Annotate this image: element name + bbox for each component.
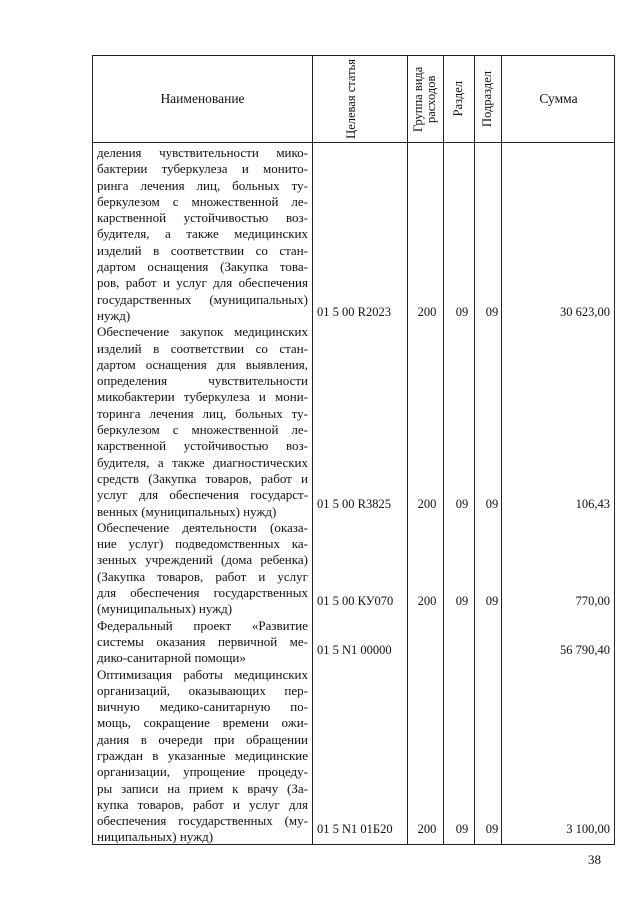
name-line: ринга лечения лиц, больных ту- [97,177,308,193]
name-line: беркулезом с множественной ле- [97,422,308,438]
name-line: будителя, а также диагностических [97,454,308,470]
name-line: карственной устойчивостью воз- [97,438,308,454]
header-name: Наименование [160,91,245,106]
row-sum: 770,00 [575,594,610,608]
row-code: 01 5 00 КУ070 [317,594,394,608]
name-line: государственных (муниципальных) [97,291,308,307]
name-line: средств (Закупка товаров, работ и [97,470,308,486]
header-subsection: Подраздел [480,71,494,127]
row-subsection: 09 [485,594,499,608]
name-line: (муниципальных) нужд) [97,601,233,617]
column-divider [407,56,408,844]
name-line: деления чувствительности мико- [97,145,308,160]
row-code: 01 5 N1 01Б20 [317,822,393,836]
header-group-cell [407,56,443,142]
column-divider [501,56,502,844]
page-number: 38 [588,852,601,867]
column-divider [312,56,313,844]
row-sum: 106,43 [575,497,610,511]
row-section: 09 [455,497,469,511]
name-line: ры записи на прием к врачу (За- [97,780,308,796]
name-line: ниципальных) нужд) [97,829,214,845]
name-line: дико-санитарной помощи» [97,650,246,666]
name-line: ров, работ и услуг для обеспечения [97,275,308,291]
header-target: Целевая статья [343,59,358,139]
header-divider [93,142,614,143]
header-target-cell [312,56,407,142]
name-line: изделий в соответствии со стан- [97,340,308,356]
header-sum: Сумма [539,91,578,106]
row-subsection: 09 [485,305,499,319]
name-line: дания в очереди при обращении [97,731,308,747]
row-code: 01 5 00 R2023 [317,305,391,319]
header-section-cell [443,56,474,142]
row-section: 09 [455,305,469,319]
budget-table [92,55,615,845]
row-sum: 30 623,00 [560,305,610,319]
row-sum: 56 790,40 [560,643,610,657]
name-line: обеспечения государственных (му- [97,813,308,829]
name-line: (Закупка товаров, работ и услуг [97,568,308,584]
name-line: Обеспечение деятельности (оказа- [97,519,308,535]
row-section: 09 [455,594,469,608]
row-code: 01 5 00 R3825 [317,497,391,511]
name-line: беркулезом с множественной ле- [97,193,308,209]
name-line: услуг для обеспечения государст- [97,487,308,503]
name-line: организаций, оказывающих пер- [97,682,308,698]
name-line: венных (муниципальных) нужд) [97,503,277,519]
name-line: системы оказания первичной ме- [97,633,308,649]
row-section: 09 [455,822,469,836]
name-line: граждан в указанные медицинские [97,747,308,763]
row-group: 200 [417,594,437,608]
row-subsection: 09 [485,822,499,836]
column-divider [474,56,475,844]
name-line: Оптимизация работы медицинских [97,666,308,682]
name-line: мощь, сокращение времени ожи- [97,715,308,731]
row-subsection: 09 [485,497,499,511]
name-line: определения чувствительности [97,373,308,389]
row-group: 200 [417,822,437,836]
name-line: Федеральный проект «Развитие [97,617,308,633]
column-divider [443,56,444,844]
row-group: 200 [417,497,437,511]
header-group: Группа вида расходов [411,66,438,132]
name-line: нужд) [97,307,131,323]
name-line: организации, упрощение процеду- [97,764,308,780]
name-line: зенных учреждений (дома ребенка) [97,552,308,568]
header-subsection-cell [474,56,501,142]
row-code: 01 5 N1 00000 [317,643,392,657]
name-line: ние услуг) подведомственных ка- [97,536,308,552]
name-line: микобактерии туберкулеза и мони- [97,389,308,405]
name-column [97,145,308,846]
name-line: Обеспечение закупок медицинских [97,324,308,340]
row-group: 200 [417,305,437,319]
name-line: дартом оснащения (Закупка това- [97,259,308,275]
header-section: Раздел [451,81,465,117]
name-line: дартом оснащения для выявления, [97,356,308,372]
name-line: карственной устойчивостью воз- [97,210,308,226]
name-line: изделий в соответствии со стан- [97,242,308,258]
name-line: вичную медико-санитарную по- [97,699,308,715]
name-line: для обеспечения государственных [97,585,308,601]
name-line: торинга лечения лиц, больных ту- [97,405,308,421]
row-sum: 3 100,00 [566,822,610,836]
name-line: будителя, а также медицинских [97,226,308,242]
name-line: купка товаров, работ и услуг для [97,796,308,812]
name-line: бактерии туберкулеза и монито- [97,161,308,177]
